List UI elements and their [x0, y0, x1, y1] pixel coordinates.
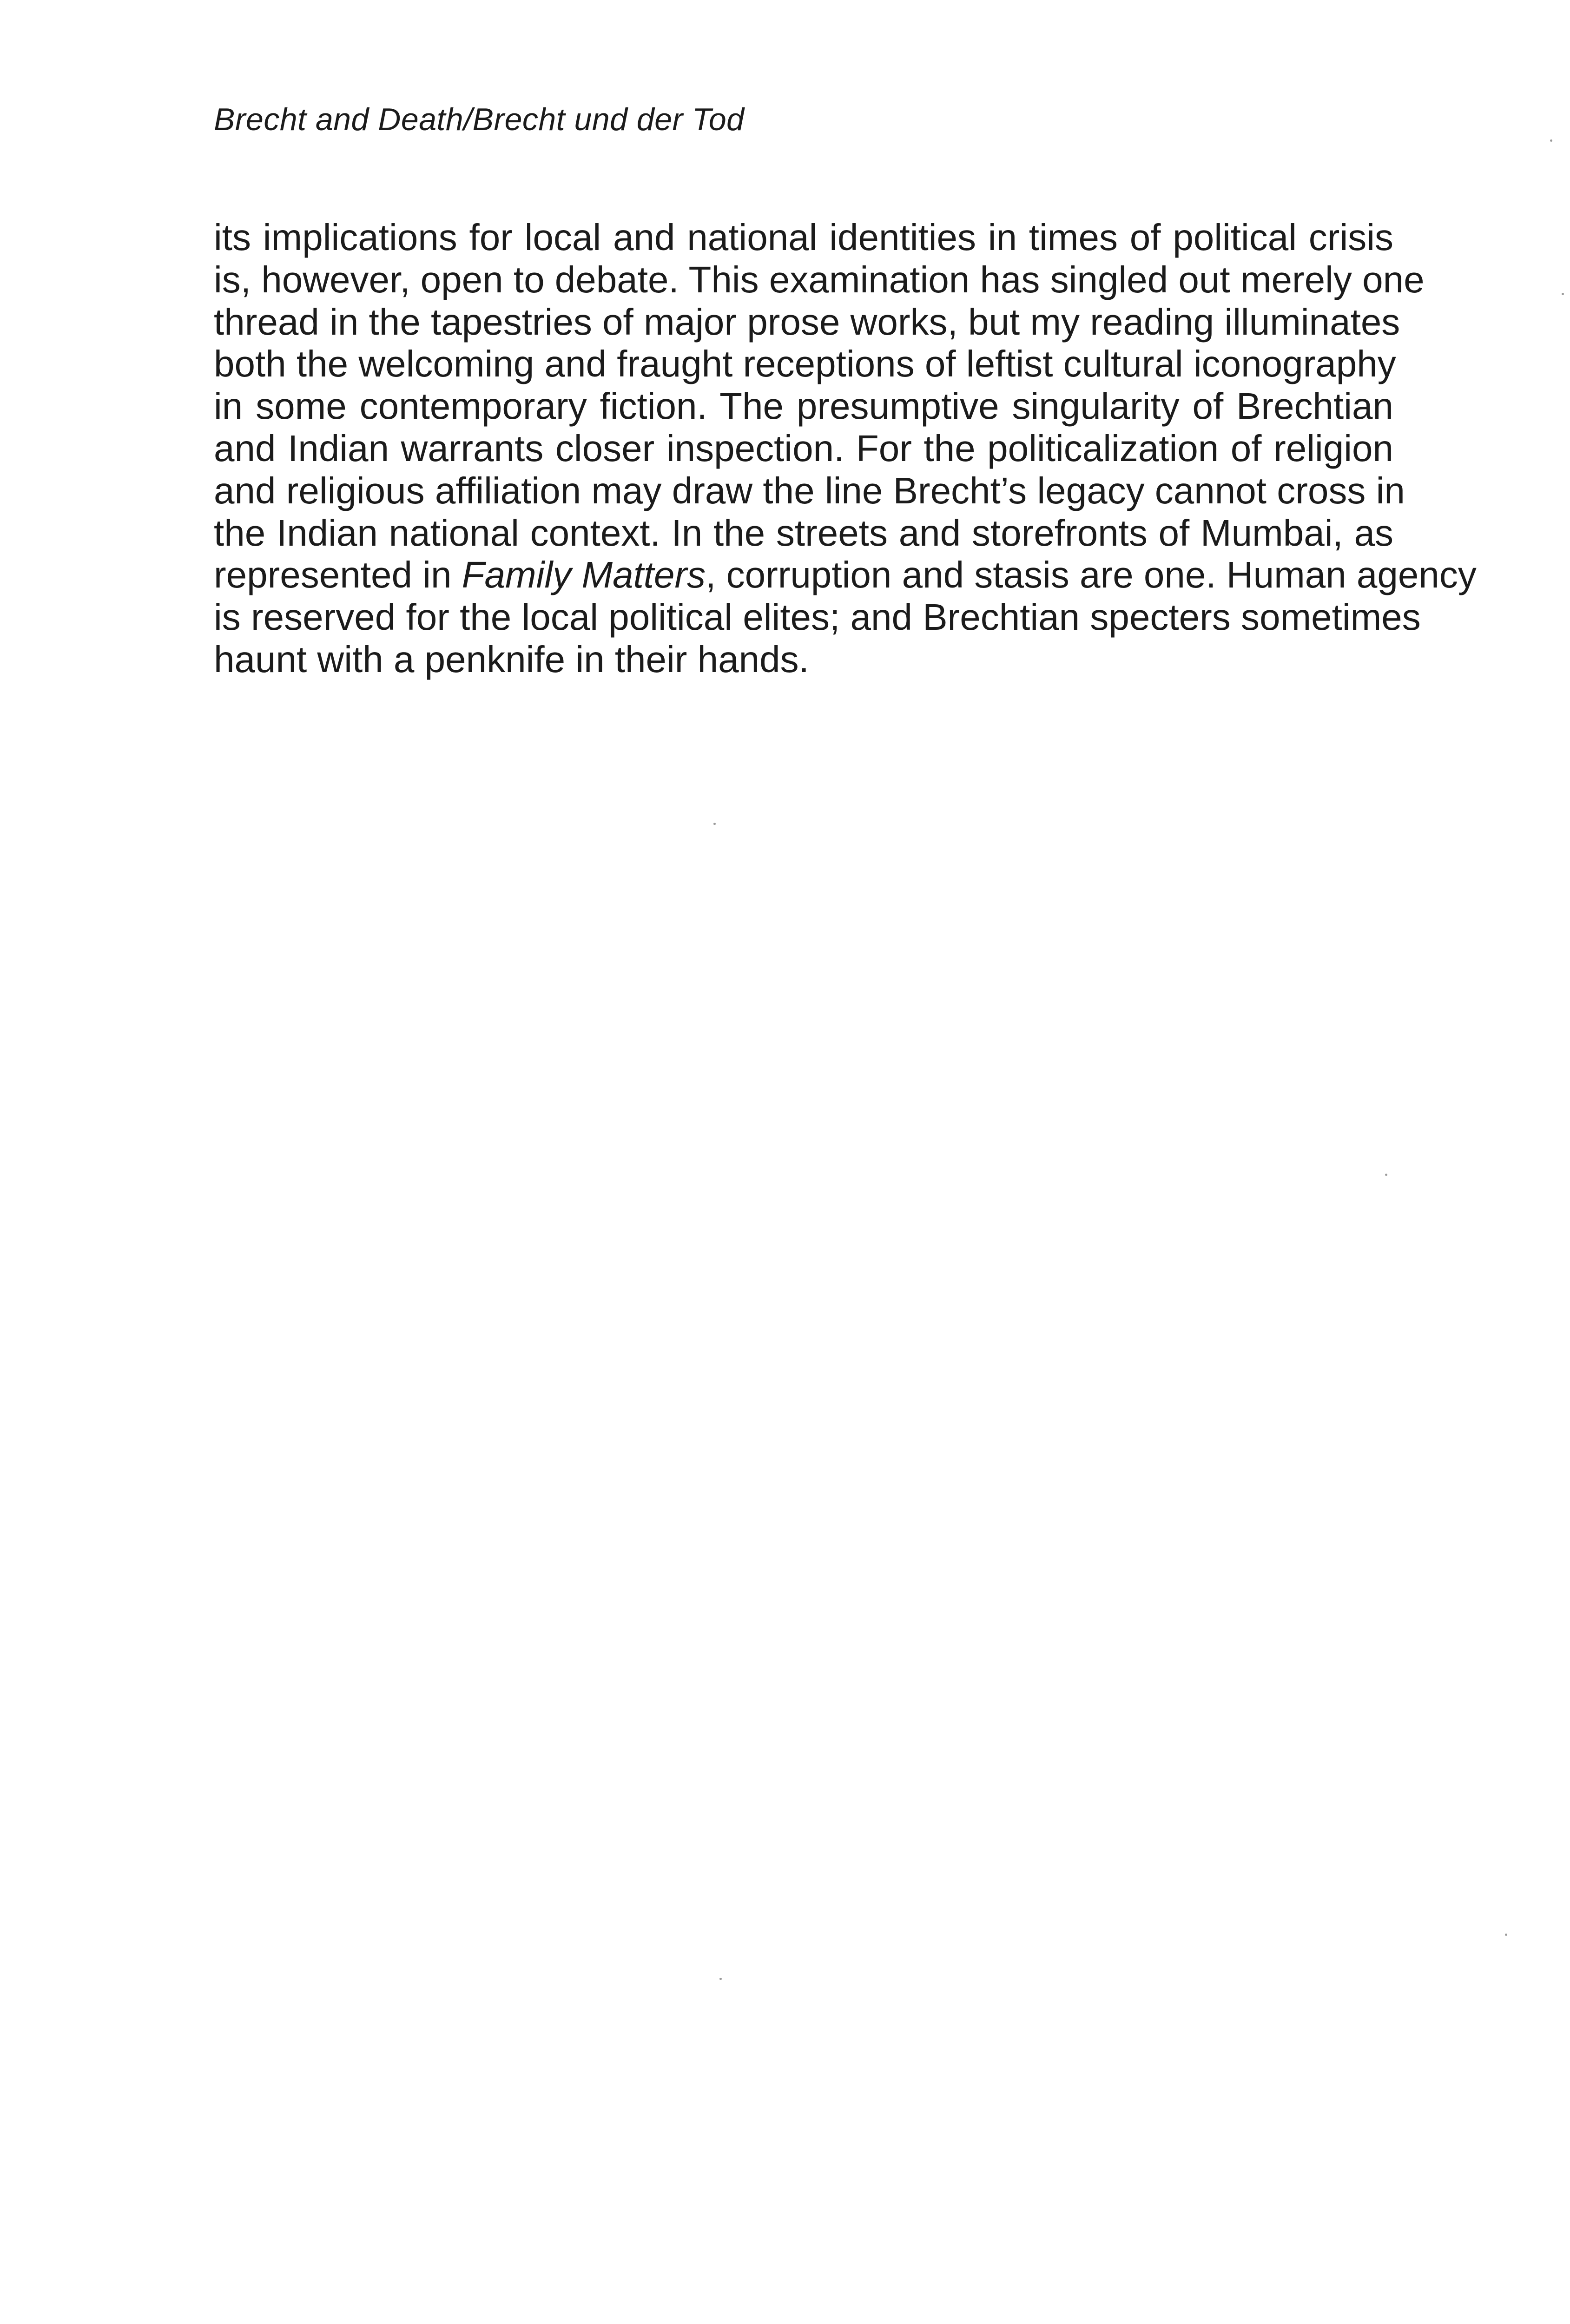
text-line: thread in the tapestries of major prose works, but my reading illuminates — [214, 301, 1400, 343]
text-line: and Indian warrants closer inspection. For the politicalization of religion — [214, 427, 1393, 469]
text-line: in some contemporary fiction. The presumptive singularity of Brechtian — [214, 385, 1393, 427]
text-line: is reserved for the local political elites; and Brechtian specters sometimes — [214, 596, 1421, 638]
body-paragraph — [214, 217, 1477, 681]
scan-speck — [713, 823, 716, 825]
text-line: and religious affiliation may draw the line Brecht’s legacy cannot cross in — [214, 469, 1405, 511]
text-segment: represented in — [214, 554, 462, 596]
text-line: the Indian national context. In the streets and storefronts of Mumbai, as — [214, 512, 1393, 554]
running-head-title: Brecht and Death/Brecht und der Tod — [214, 102, 745, 137]
text-line: both the welcoming and fraught receptions of leftist cultural iconography — [214, 343, 1396, 385]
text-segment: , corruption and stasis are one. Human agency — [706, 554, 1477, 596]
scan-speck — [719, 1978, 722, 1980]
scan-speck — [1562, 293, 1564, 295]
book-title: Family Matters — [462, 554, 706, 596]
scan-speck — [1385, 1174, 1387, 1176]
scan-speck — [1550, 139, 1552, 142]
text-line: its implications for local and national identities in times of political crisis — [214, 217, 1393, 258]
scan-speck — [1505, 1934, 1507, 1936]
text-line: is, however, open to debate. This examination has singled out merely one — [214, 258, 1425, 300]
text-line-last: haunt with a penknife in their hands. — [214, 638, 809, 680]
text-line-with-title — [214, 554, 1477, 596]
